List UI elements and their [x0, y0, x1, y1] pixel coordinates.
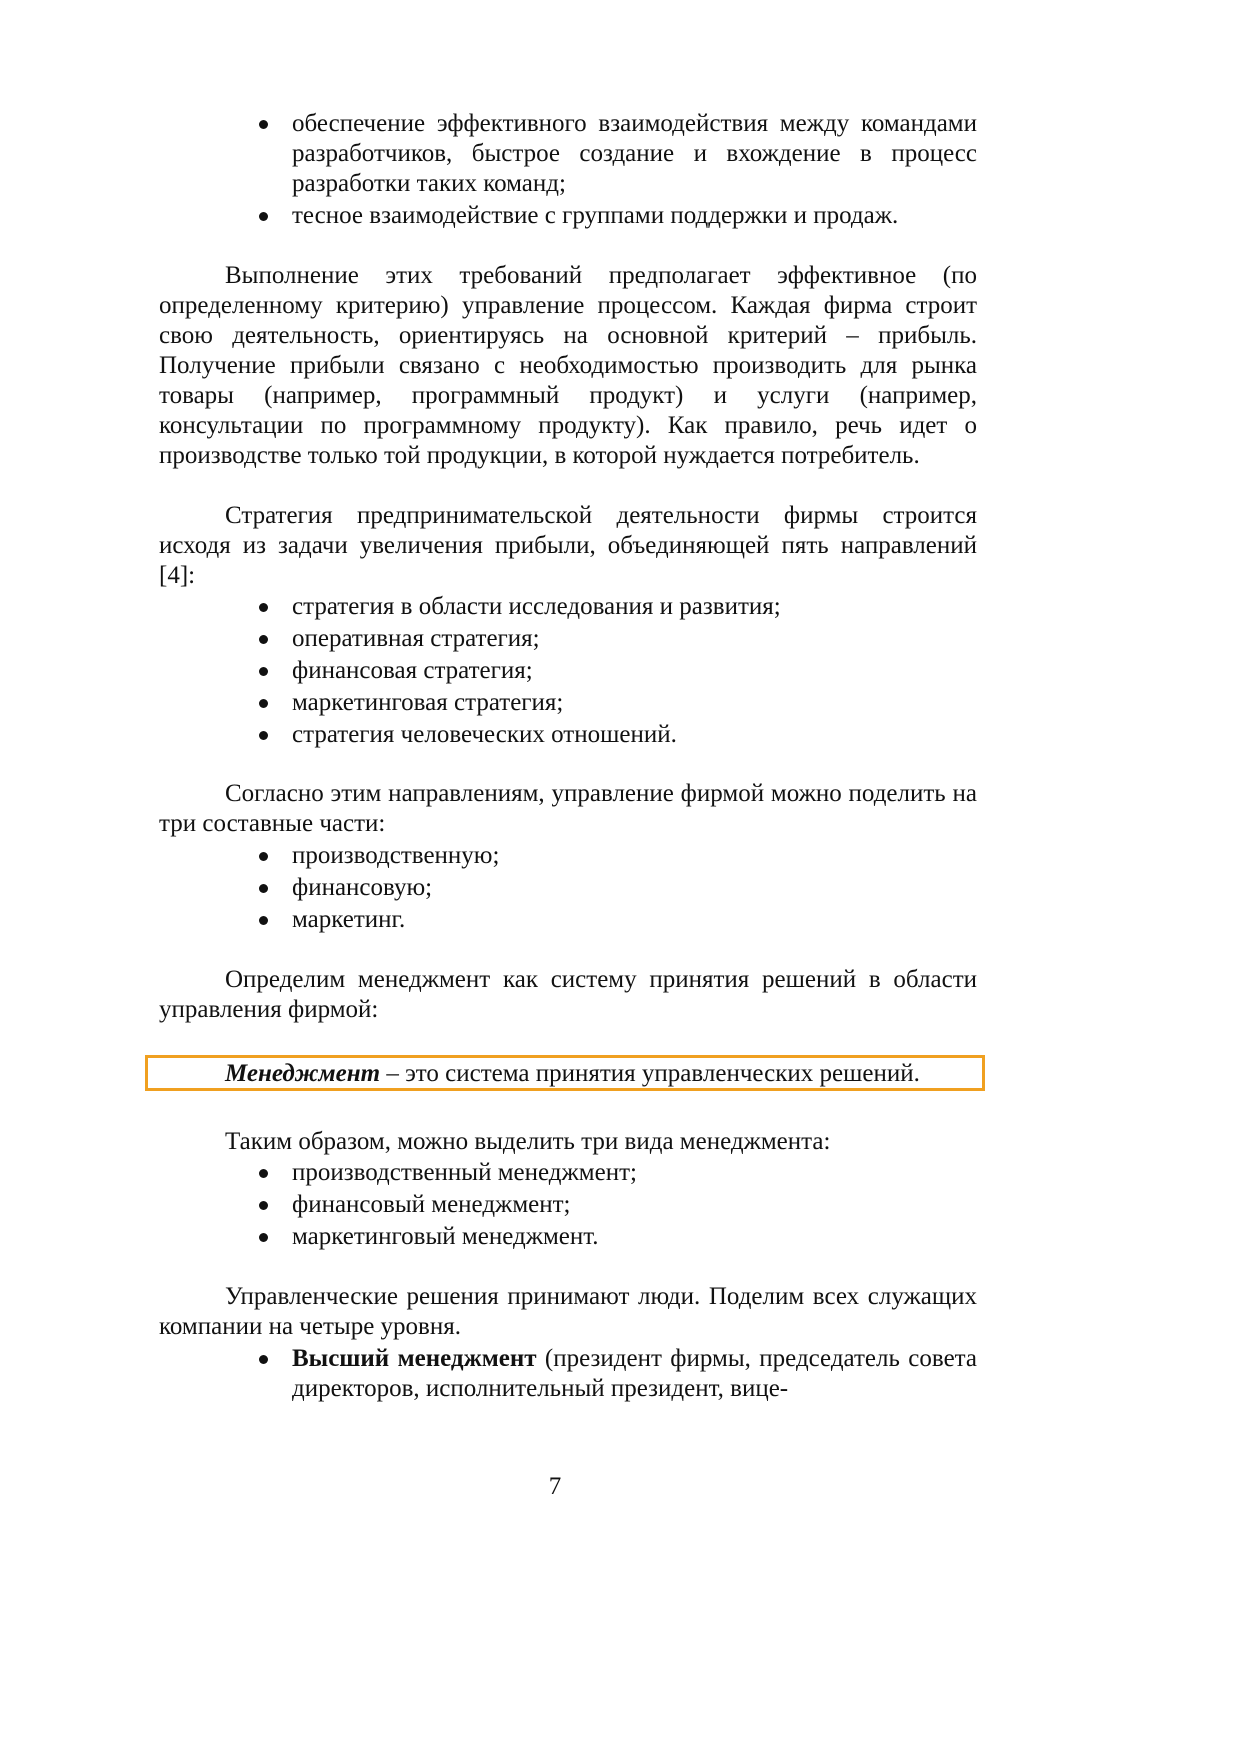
definition — [225, 1059, 920, 1089]
bullet-icon — [259, 1201, 268, 1210]
list-item-text: финансовую; — [292, 874, 433, 901]
bullet-icon — [259, 884, 268, 893]
paragraph-management-definition-intro: Определим менеджмент как систему принятия решений в области управления фирмой: — [159, 966, 977, 1023]
list-item — [159, 905, 977, 935]
list-item-text: оперативная стратегия; — [292, 625, 540, 652]
paragraph-employee-levels: Управленческие решения принимают люди. Поделим всех служащих компании на четыре уровня. — [159, 1283, 977, 1340]
list-item — [159, 201, 977, 231]
bullet-icon — [259, 699, 268, 708]
list-item-text: маркетинг. — [292, 906, 406, 933]
paragraph-strategy: Стратегия предпринимательской деятельности фирмы строится исходя из задачи увеличения прибыли, объединяющей пять направлений [4]: — [159, 502, 977, 589]
bullet-list-management-types — [159, 1158, 977, 1254]
definition-term: Менеджмент — [225, 1060, 381, 1087]
paragraph-requirements: Выполнение этих требований предполагает эффективное (по определенному критерию) управление процессом. Каждая фирма строит свою деятельность, ориентируясь на основной критерий – прибыль. Получение прибыли связано с необходимостью производить для рынка товары (например, программный продукт) и услуги (например, консультации по программному продукту). Как правило, речь идет о производстве только той продукции, в которой нуждается потребитель. — [159, 262, 977, 469]
list-item-text: производственный менеджмент; — [292, 1159, 637, 1186]
list-item-text: тесное взаимодействие с группами поддержки и продаж. — [292, 202, 899, 229]
bullet-list-requirements — [159, 109, 977, 233]
list-item — [159, 109, 977, 199]
page-number: 7 — [548, 1473, 562, 1500]
bullet-icon — [259, 120, 268, 129]
bullet-icon — [259, 852, 268, 861]
bullet-icon — [259, 1233, 268, 1242]
bullet-list-strategies — [159, 592, 977, 752]
list-item — [159, 841, 977, 871]
list-item — [159, 1222, 977, 1252]
bullet-icon — [259, 916, 268, 925]
list-item-text: финансовый менеджмент; — [292, 1191, 571, 1218]
list-item — [159, 1158, 977, 1188]
list-item — [159, 688, 977, 718]
list-item-text: (президент фирмы, председатель совета директоров, исполнительный президент, вице- — [292, 1345, 977, 1402]
bullet-icon — [259, 1169, 268, 1178]
list-item — [159, 592, 977, 622]
bullet-icon — [259, 635, 268, 644]
paragraph-management-types: Таким образом, можно выделить три вида менеджмента: — [225, 1128, 831, 1155]
list-item — [159, 873, 977, 903]
definition-body: – это система принятия управленческих решений. — [380, 1060, 920, 1087]
list-item — [159, 1344, 977, 1404]
list-item-text: маркетинговая стратегия; — [292, 689, 564, 716]
list-item — [159, 624, 977, 654]
bullet-list-levels — [159, 1344, 977, 1406]
bullet-icon — [259, 212, 268, 221]
list-item-text: маркетинговый менеджмент. — [292, 1223, 599, 1250]
bullet-icon — [259, 731, 268, 740]
list-item-text: стратегия человеческих отношений. — [292, 721, 677, 748]
bullet-icon — [259, 603, 268, 612]
list-item-text: стратегия в области исследования и развития; — [292, 593, 781, 620]
bullet-icon — [259, 1355, 268, 1364]
list-item-text: производственную; — [292, 842, 500, 869]
bullet-list-parts — [159, 841, 977, 937]
paragraph-management-parts: Согласно этим направлениям, управление фирмой можно поделить на три составные части: — [159, 780, 977, 837]
list-item-text: обеспечение эффективного взаимодействия между командами разработчиков, быстрое создание и вхождение в процесс разработки таких команд; — [292, 110, 977, 197]
list-item-text: финансовая стратегия; — [292, 657, 533, 684]
list-item-bold-term: Высший менеджмент — [292, 1345, 537, 1372]
list-item — [159, 656, 977, 686]
list-item — [159, 720, 977, 750]
bullet-icon — [259, 667, 268, 676]
list-item — [159, 1190, 977, 1220]
